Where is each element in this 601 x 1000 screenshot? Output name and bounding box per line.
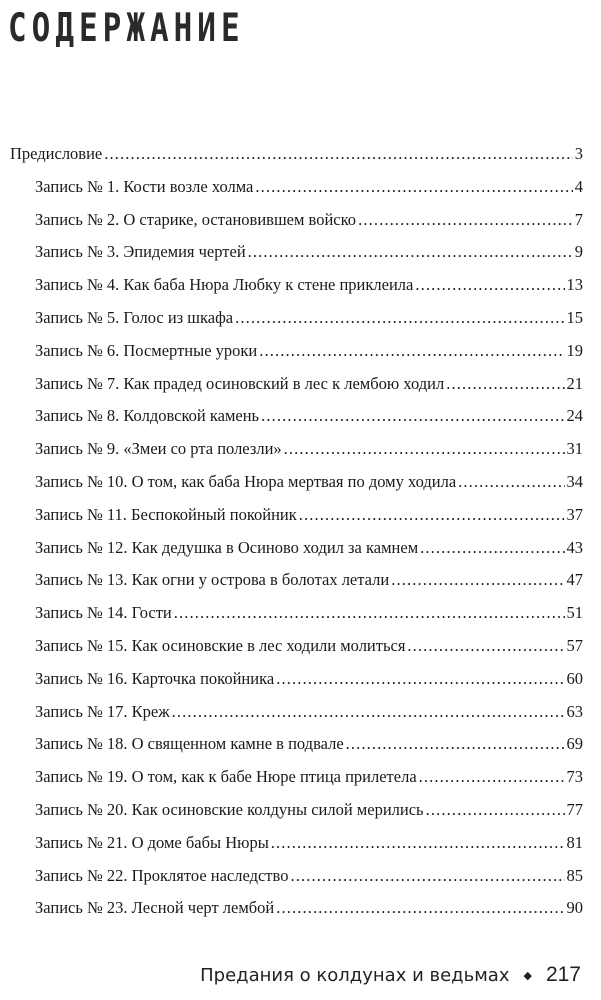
toc-entry-page: 4 <box>574 176 583 196</box>
toc-entry-title: Запись № 7. Как прадед осиновский в лес к лембою ходил <box>35 373 445 393</box>
dot-leader <box>358 210 573 230</box>
toc-entry-title: Запись № 5. Голос из шкафа <box>35 307 234 327</box>
dot-leader <box>426 800 565 820</box>
toc-entry-title: Запись № 18. О священном камне в подвале <box>35 734 344 754</box>
dot-leader <box>172 702 565 722</box>
dot-leader <box>261 406 564 426</box>
running-title: Предания о колдунах и ведьмах <box>200 964 510 986</box>
toc-entry-page: 43 <box>566 537 583 557</box>
toc-entry-title: Запись № 4. Как баба Нюра Любку к стене приклеила <box>35 275 414 295</box>
toc-entry-page: 19 <box>566 340 583 360</box>
toc-entry-title: Запись № 1. Кости возле холма <box>35 176 254 196</box>
toc-entry-title: Запись № 13. Как огни у острова в болотах летали <box>35 570 390 590</box>
toc-entry-page: 15 <box>566 307 583 327</box>
toc-entry-page: 60 <box>566 668 583 688</box>
toc-entry-page: 90 <box>566 898 583 918</box>
dot-leader <box>284 439 565 459</box>
toc-entry-page: 37 <box>566 504 583 524</box>
toc-entry <box>0 472 601 505</box>
dot-leader <box>235 308 564 328</box>
toc-entry-page: 51 <box>566 603 583 623</box>
table-of-contents <box>0 144 601 931</box>
toc-entry-title: Предисловие <box>10 144 103 163</box>
toc-entry <box>0 669 601 702</box>
toc-entry <box>0 702 601 735</box>
toc-entry <box>0 505 601 538</box>
toc-entry <box>0 275 601 308</box>
toc-entry-title: Запись № 19. О том, как к бабе Нюре птица прилетела <box>35 767 417 787</box>
dot-leader <box>346 734 565 754</box>
toc-entry-title: Запись № 9. «Змеи со рта полезли» <box>35 439 282 459</box>
page-title: СОДЕРЖАНИЕ <box>8 6 245 51</box>
toc-entry-page: 47 <box>566 570 583 590</box>
toc-entry-title: Запись № 16. Карточка покойника <box>35 668 275 688</box>
toc-entry-page: 13 <box>566 275 583 295</box>
dot-leader <box>458 472 564 492</box>
toc-entry-page: 9 <box>574 242 583 262</box>
diamond-separator-icon: ◆ <box>523 968 532 982</box>
toc-entry-title: Запись № 6. Посмертные уроки <box>35 340 258 360</box>
dot-leader <box>255 177 572 197</box>
toc-entry-page: 85 <box>566 865 583 885</box>
toc-entry-title: Запись № 23. Лесной черт лембой <box>35 898 275 918</box>
dot-leader <box>290 866 564 886</box>
toc-entry <box>0 308 601 341</box>
dot-leader <box>104 144 573 164</box>
toc-entry-page: 7 <box>574 209 583 229</box>
toc-entry <box>0 636 601 669</box>
dot-leader <box>248 242 573 262</box>
toc-entry-page: 3 <box>574 144 583 163</box>
dot-leader <box>391 570 564 590</box>
toc-entry-title: Запись № 12. Как дедушка в Осиново ходил за камнем <box>35 537 419 557</box>
toc-entry <box>0 767 601 800</box>
toc-entry <box>0 734 601 767</box>
toc-entry-page: 63 <box>566 701 583 721</box>
toc-entry-page: 73 <box>566 767 583 787</box>
toc-entry <box>0 374 601 407</box>
page-number: 217 <box>545 963 581 986</box>
toc-entry-page: 57 <box>566 635 583 655</box>
dot-leader <box>299 505 565 525</box>
toc-entry-title: Запись № 21. О доме бабы Нюры <box>35 832 269 852</box>
dot-leader <box>420 538 564 558</box>
page-footer <box>200 963 581 987</box>
toc-entry <box>0 406 601 439</box>
toc-entry <box>0 210 601 243</box>
dot-leader <box>271 833 565 853</box>
toc-entry <box>0 341 601 374</box>
toc-entry-page: 81 <box>566 832 583 852</box>
toc-entry-page: 69 <box>566 734 583 754</box>
toc-entry-title: Запись № 20. Как осиновские колдуны силой мерились <box>35 799 424 819</box>
dot-leader <box>419 767 565 787</box>
toc-entry-title: Запись № 2. О старике, остановившем войско <box>35 209 357 229</box>
toc-entry <box>0 538 601 571</box>
toc-entry-page: 77 <box>566 799 583 819</box>
toc-entry-title: Запись № 14. Гости <box>35 603 172 623</box>
toc-entry-title: Запись № 11. Беспокойный покойник <box>35 504 297 524</box>
toc-entry <box>0 898 601 931</box>
toc-entry <box>0 800 601 833</box>
toc-entry <box>0 866 601 899</box>
toc-entry-page: 21 <box>566 373 583 393</box>
toc-entry <box>0 144 601 177</box>
toc-entry-page: 34 <box>566 471 583 491</box>
toc-entry <box>0 439 601 472</box>
dot-leader <box>259 341 564 361</box>
dot-leader <box>276 669 564 689</box>
dot-leader <box>407 636 564 656</box>
toc-entry-title: Запись № 10. О том, как баба Нюра мертвая по дому ходила <box>35 471 457 491</box>
toc-entry-page: 31 <box>566 439 583 459</box>
toc-entry-page: 24 <box>566 406 583 426</box>
toc-entry <box>0 603 601 636</box>
toc-entry-title: Запись № 15. Как осиновские в лес ходили молиться <box>35 635 406 655</box>
dot-leader <box>415 275 564 295</box>
toc-entry <box>0 570 601 603</box>
toc-entry-title: Запись № 8. Колдовской камень <box>35 406 260 426</box>
toc-entry <box>0 833 601 866</box>
toc-entry-title: Запись № 22. Проклятое наследство <box>35 865 289 885</box>
toc-entry-title: Запись № 17. Креж <box>35 701 170 721</box>
dot-leader <box>174 603 565 623</box>
toc-entry <box>0 177 601 210</box>
toc-entry-title: Запись № 3. Эпидемия чертей <box>35 242 246 262</box>
dot-leader <box>446 374 564 394</box>
toc-entry <box>0 242 601 275</box>
dot-leader <box>276 898 564 918</box>
